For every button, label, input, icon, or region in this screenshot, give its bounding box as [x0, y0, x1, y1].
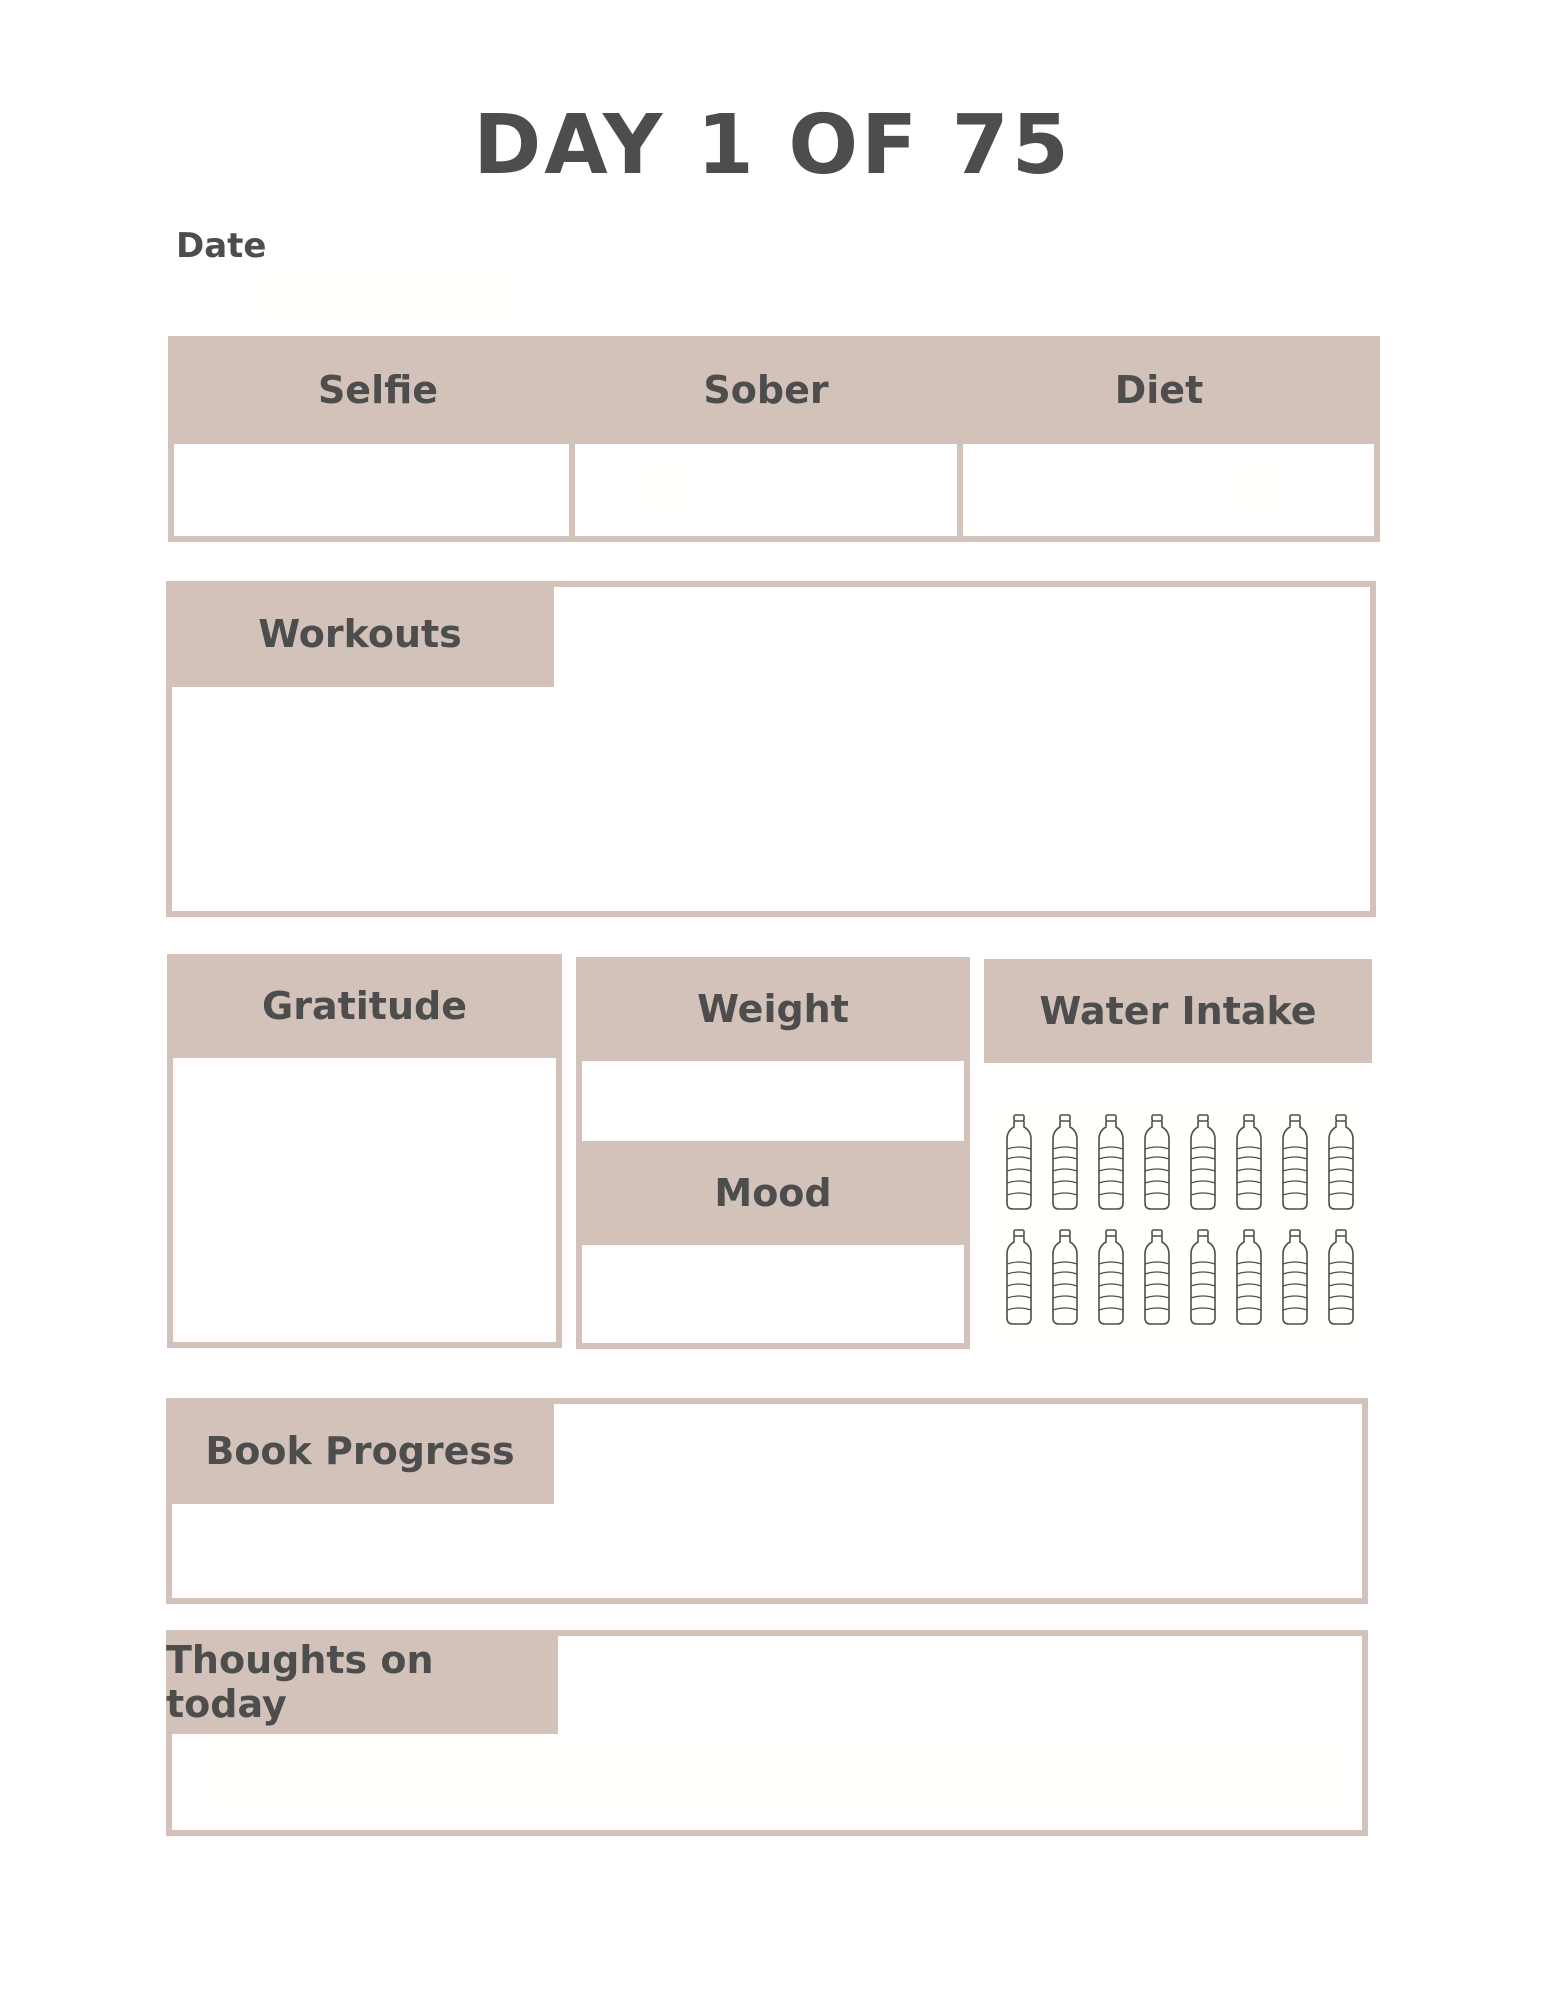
- water-bottle-icon[interactable]: [1278, 1113, 1312, 1211]
- selfie-label: Selfie: [317, 368, 439, 412]
- weight-label: Weight: [576, 957, 970, 1061]
- water-bottle-icon[interactable]: [1186, 1113, 1220, 1211]
- habit-divider: [569, 440, 575, 540]
- page-title: DAY 1 OF 75: [473, 98, 1072, 193]
- water-bottle-icon[interactable]: [1140, 1228, 1174, 1326]
- water-intake-label: Water Intake: [984, 959, 1372, 1063]
- water-bottle-icon[interactable]: [1232, 1228, 1266, 1326]
- thoughts-input[interactable]: [176, 1738, 1358, 1826]
- workouts-input[interactable]: [176, 690, 1366, 908]
- sober-label: Sober: [703, 368, 829, 412]
- water-bottle-icon[interactable]: [1278, 1228, 1312, 1326]
- water-bottle-icon[interactable]: [1094, 1113, 1128, 1211]
- water-bottle-grid: [992, 1096, 1368, 1342]
- book-progress-label: Book Progress: [166, 1398, 554, 1504]
- weight-input[interactable]: [586, 1064, 960, 1140]
- selfie-checkbox[interactable]: [176, 446, 566, 534]
- habit-divider: [957, 440, 963, 540]
- workouts-label: Workouts: [166, 581, 554, 687]
- mood-input[interactable]: [586, 1248, 960, 1340]
- gratitude-input[interactable]: [178, 1062, 551, 1338]
- checkbox-mark: [1234, 464, 1278, 512]
- date-input[interactable]: [258, 272, 514, 320]
- water-bottle-icon[interactable]: [1094, 1228, 1128, 1326]
- mood-label: Mood: [576, 1141, 970, 1245]
- gratitude-label: Gratitude: [167, 954, 562, 1058]
- water-bottle-icon[interactable]: [1140, 1113, 1174, 1211]
- water-bottle-icon[interactable]: [1324, 1228, 1358, 1326]
- water-bottle-icon[interactable]: [1186, 1228, 1220, 1326]
- water-bottle-icon[interactable]: [1002, 1113, 1036, 1211]
- sober-checkbox[interactable]: [578, 446, 954, 534]
- water-bottle-icon[interactable]: [1048, 1228, 1082, 1326]
- checkbox-mark: [638, 464, 682, 512]
- book-progress-input[interactable]: [176, 1508, 1358, 1594]
- water-bottle-icon[interactable]: [1232, 1113, 1266, 1211]
- water-bottle-icon[interactable]: [1002, 1228, 1036, 1326]
- diet-label: Diet: [1114, 368, 1204, 412]
- thoughts-label: Thoughts on today: [166, 1630, 558, 1734]
- date-label: Date: [176, 226, 267, 266]
- diet-checkbox[interactable]: [966, 446, 1372, 534]
- water-bottle-icon[interactable]: [1048, 1113, 1082, 1211]
- water-bottle-icon[interactable]: [1324, 1113, 1358, 1211]
